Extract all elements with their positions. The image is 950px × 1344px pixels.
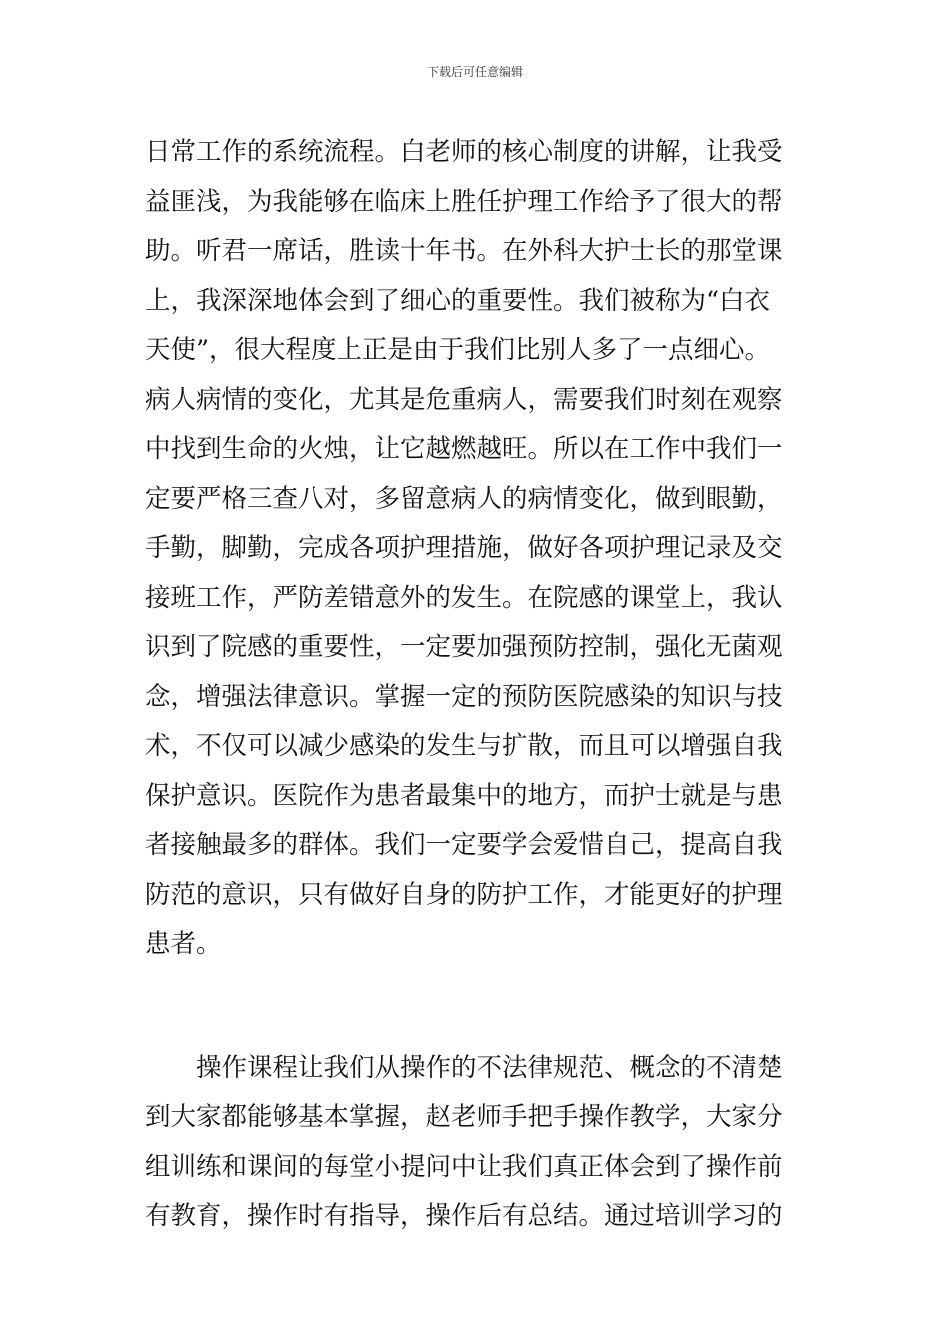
paragraph-gap	[145, 970, 807, 1044]
paragraph-2	[145, 1044, 807, 1242]
text-line: 术，不仅可以减少感染的发生与扩散，而且可以增强自我	[145, 731, 783, 761]
text-line: 天使”，很大程度上正是由于我们比别人多了一点细心。	[145, 335, 771, 365]
text-line: 益匪浅，为我能够在临床上胜任护理工作给予了很大的帮	[145, 186, 783, 217]
paragraph-1	[145, 128, 807, 970]
text-line: 中找到生命的火烛，让它越燃越旺。所以在工作中我们一	[145, 434, 783, 464]
text-line-indented: 操作课程让我们从操作的不法律规范、概念的不清楚	[196, 1052, 783, 1083]
text-line: 日常工作的系统流程。白老师的核心制度的讲解，让我受	[145, 137, 783, 167]
text-line: 念，增强法律意识。掌握一定的预防医院感染的知识与技	[145, 681, 783, 712]
text-line: 组训练和课间的每堂小提问中让我们真正体会到了操作前	[145, 1151, 783, 1182]
text-line: 患者。	[145, 929, 222, 959]
text-line: 防范的意识，只有做好自身的防护工作，才能更好的护理	[145, 879, 783, 910]
text-line: 助。听君一席话，胜读十年书。在外科大护士长的那堂课	[145, 236, 783, 266]
document-body	[145, 128, 807, 1242]
text-line: 定要严格三查八对，多留意病人的病情变化，做到眼勤，	[145, 483, 783, 514]
text-line: 到大家都能够基本掌握，赵老师手把手操作教学，大家分	[145, 1102, 783, 1132]
text-line: 保护意识。医院作为患者最集中的地方，而护士就是与患	[145, 780, 783, 811]
text-line: 病人病情的变化，尤其是危重病人，需要我们时刻在观察	[145, 384, 783, 415]
page-header-note: 下载后可任意编辑	[426, 65, 523, 79]
text-line: 有教育，操作时有指导，操作后有总结。通过培训学习的	[145, 1201, 783, 1231]
text-line: 上，我深深地体会到了细心的重要性。我们被称为“白衣	[145, 285, 771, 316]
text-line: 识到了院感的重要性，一定要加强预防控制，强化无菌观	[145, 632, 783, 662]
text-line: 接班工作，严防差错意外的发生。在院感的课堂上，我认	[145, 582, 783, 613]
text-line: 手勤，脚勤，完成各项护理措施，做好各项护理记录及交	[145, 533, 783, 563]
text-line: 者接触最多的群体。我们一定要学会爱惜自己，提高自我	[145, 830, 783, 860]
